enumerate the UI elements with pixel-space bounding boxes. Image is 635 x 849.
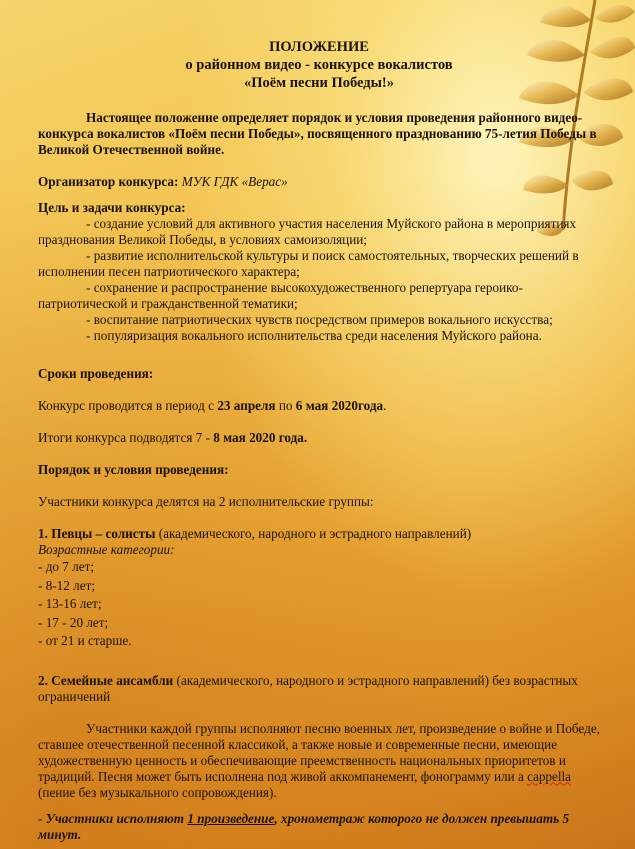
organizer-value: МУК ГДК «Верас» <box>178 174 288 189</box>
rule-line: - Участники исполняют 1 произведение, хронометраж которого не должен превышать 5 минут. <box>38 810 570 842</box>
title-line-2: о районном видео - конкурсе вокалистов <box>185 57 453 73</box>
goal-item: - развитие исполнительской культуры и поиск самостоятельных, творческих решений в исполнении песен патриотического характера; <box>38 248 579 279</box>
period-line: Конкурс проводится в период с 23 апреля по 6 мая 2020года. <box>38 398 387 413</box>
group-1-title: 1. Певцы – солисты <box>38 526 156 541</box>
goals-heading: Цель и задачи конкурса: <box>38 200 186 215</box>
cappella-word: cappella <box>527 768 572 784</box>
group-2-title: 2. Семейные ансамбли <box>38 672 174 688</box>
age-item: - 17 - 20 лет; <box>38 614 109 630</box>
age-list <box>38 558 600 651</box>
goal-item: - популяризация вокального исполнительства среди населения Муйского района. <box>86 328 542 343</box>
age-item: - от 21 и старше. <box>38 633 132 648</box>
goal-item: - создание условий для активного участия населения Муйского района в мероприятиях празднования Великой Победы, в условиях самоизоляции; <box>38 216 577 247</box>
title-line-1: ПОЛОЖЕНИЕ <box>269 39 369 55</box>
age-categories-label: Возрастные категории: <box>38 542 175 557</box>
goal-item: - воспитание патриотических чувств посредством примеров вокального искусства; <box>86 312 553 327</box>
goal-item: - сохранение и распространение высокохудожественного репертуара героико-патриотической и гражданственной тематики; <box>38 280 523 311</box>
age-item: - 13-16 лет; <box>38 596 102 611</box>
intro-paragraph: Настоящее положение определяет порядок и условия проведения районного видео-конкурса вокалистов «Поём песни Победы», посвященного празднованию 75-летия Победы в Великой Отечественной войне. <box>38 110 597 157</box>
period-from: 23 апреля <box>217 398 276 413</box>
results-date: 8 мая 2020 года. <box>213 430 308 445</box>
results-line: Итоги конкурса подводятся 7 - 8 мая 2020 года. <box>38 430 308 445</box>
dates-heading: Сроки проведения: <box>38 366 154 381</box>
rule-underlined: 1 произведение <box>187 810 275 826</box>
organizer-label: Организатор конкурса: <box>38 174 179 189</box>
group-2-line: 2. Семейные ансамбли (академического, народного и эстрадного направлений) без возрастных ограничений <box>38 672 578 704</box>
title-line-3: «Поём песни Победы!» <box>243 75 395 91</box>
groups-intro: Участники конкурса делятся на 2 исполнительские группы: <box>38 494 374 509</box>
document-title <box>38 38 600 92</box>
document-body <box>38 38 600 843</box>
age-item: - 8-12 лет; <box>38 577 96 593</box>
group-1-line: 1. Певцы – солисты (академического, народного и эстрадного направлений) <box>38 526 472 541</box>
organizer-line <box>38 174 600 190</box>
period-to: 6 мая 2020года <box>295 398 384 413</box>
age-item: - до 7 лет; <box>38 559 95 574</box>
procedure-heading: Порядок и условия проведения: <box>38 462 229 477</box>
repertoire-paragraph: Участники каждой группы исполняют песню военных лет, произведение о войне и Победе, ставшее отечественной песенной классикой, а также новые и современные песни, имеющие художественную ценность и обеспечивающие преемственность национальных приоритетов и традиций. Песня может быть исполнена под живой аккомпанемент, фонограмму или а cappella (пение без музыкального сопровождения). <box>38 720 600 800</box>
